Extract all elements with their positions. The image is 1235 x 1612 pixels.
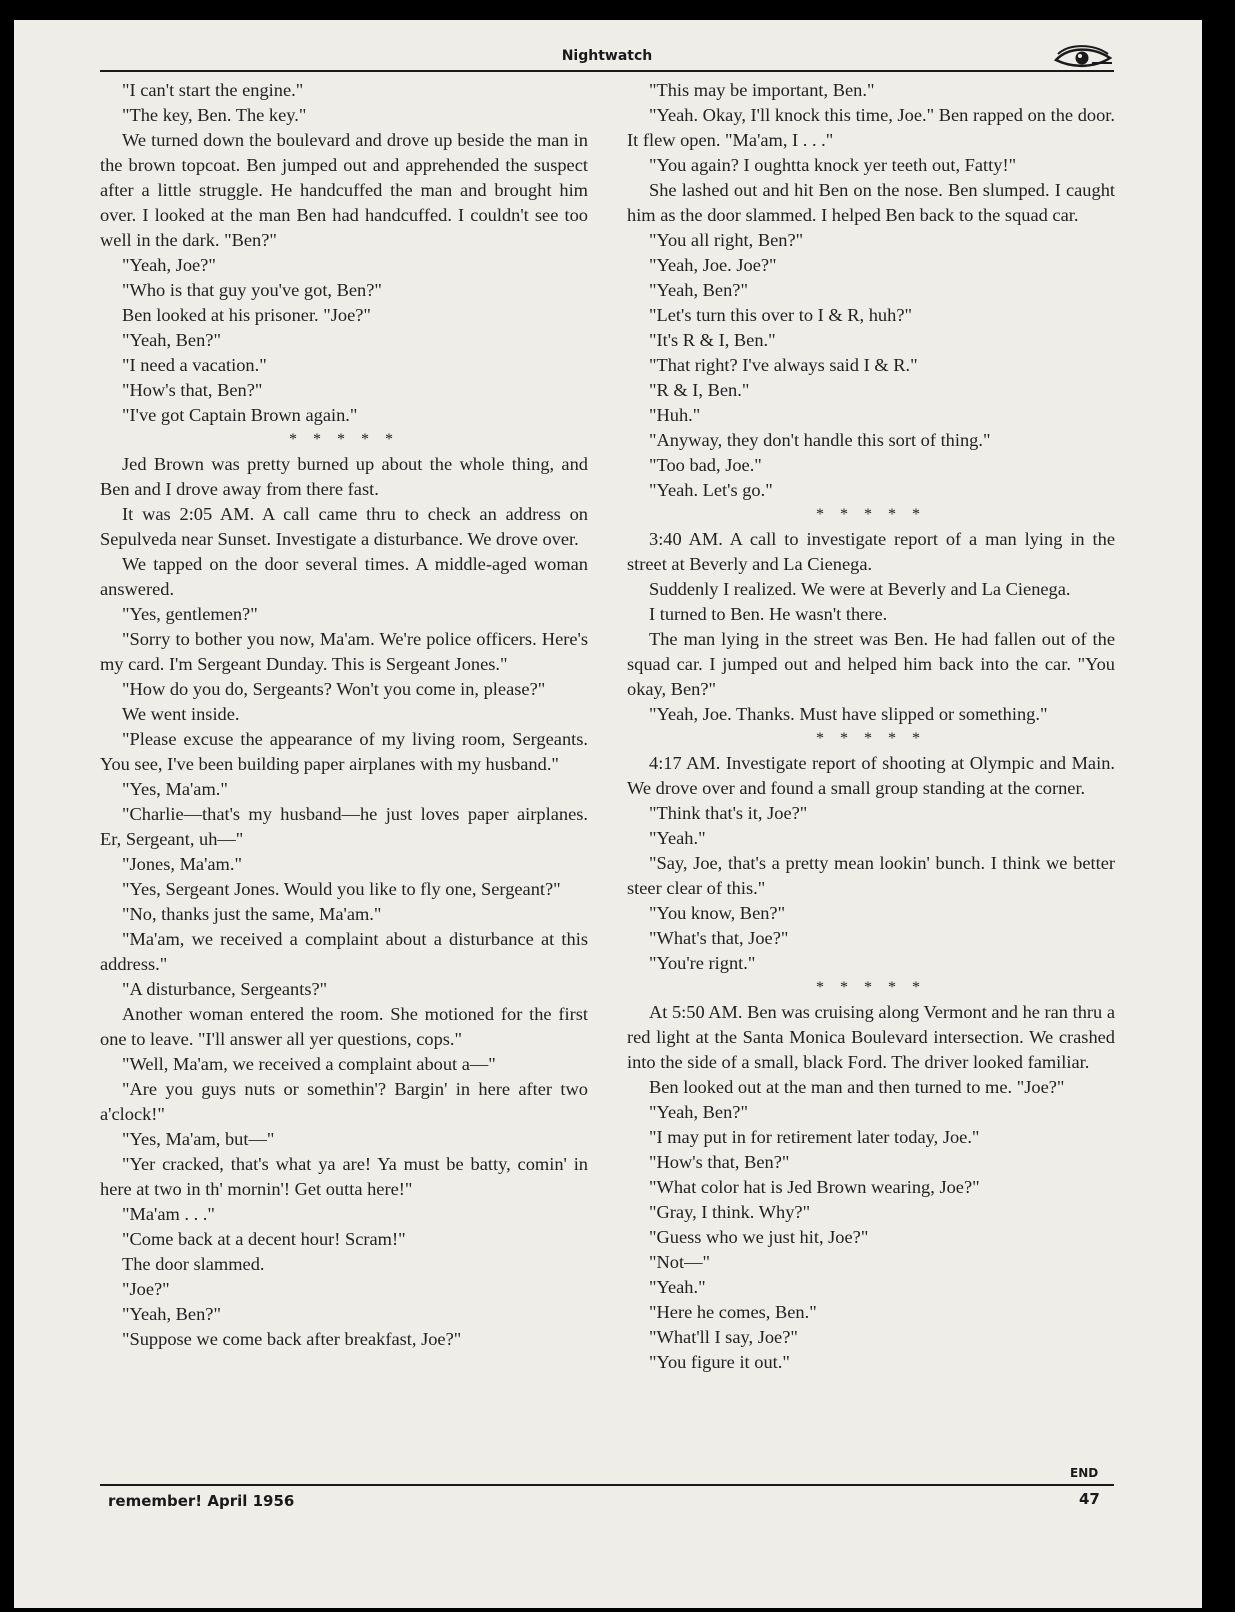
paragraph: "You know, Ben?" bbox=[649, 903, 786, 923]
paragraph: "Here he comes, Ben." bbox=[649, 1302, 817, 1322]
paragraph: "Yeah. Okay, I'll knock this time, Joe." Ben rapped on the door. It flew open. "Ma'am, I . . ." bbox=[627, 105, 1115, 150]
section-break: * * * * * bbox=[289, 431, 399, 448]
paragraph: "Yeah, Joe?" bbox=[122, 255, 216, 275]
paragraph: At 5:50 AM. Ben was cruising along Vermont and he ran thru a red light at the Santa Monica Boulevard intersection. We crashed into the side of a small, black Ford. The driver looked familiar. bbox=[627, 1002, 1115, 1072]
paragraph: "You're rignt." bbox=[649, 953, 756, 973]
paragraph: The man lying in the street was Ben. He had fallen out of the squad car. I jumped out and helped him back into the car. "You okay, Ben?" bbox=[627, 629, 1115, 699]
end-mark: END bbox=[1070, 1466, 1099, 1480]
paragraph: "Yeah, Ben?" bbox=[122, 1304, 221, 1324]
paragraph: "You figure it out." bbox=[649, 1352, 790, 1372]
paragraph: "Yes, Ma'am, but—" bbox=[122, 1129, 275, 1149]
section-break: * * * * * bbox=[816, 506, 926, 523]
paragraph: "Yes, Ma'am." bbox=[122, 779, 228, 799]
paragraph: "You all right, Ben?" bbox=[649, 230, 804, 250]
paragraph: We tapped on the door several times. A middle-aged woman answered. bbox=[100, 554, 588, 599]
paragraph: Ben looked at his prisoner. "Joe?" bbox=[122, 305, 371, 325]
paragraph: "A disturbance, Sergeants?" bbox=[122, 979, 328, 999]
paragraph: "Let's turn this over to I & R, huh?" bbox=[649, 305, 912, 325]
paragraph: "It's R & I, Ben." bbox=[649, 330, 776, 350]
paragraph: "Jones, Ma'am." bbox=[122, 854, 242, 874]
paragraph: "No, thanks just the same, Ma'am." bbox=[122, 904, 382, 924]
paragraph: We went inside. bbox=[122, 704, 240, 724]
paragraph: "Gray, I think. Why?" bbox=[649, 1202, 811, 1222]
paragraph: "Yeah, Ben?" bbox=[649, 280, 748, 300]
paragraph: "Yer cracked, that's what ya are! Ya must be batty, comin' in here at two in th' mornin'! Get outta here!" bbox=[100, 1154, 588, 1199]
paragraph: "Yeah." bbox=[649, 1277, 706, 1297]
running-title: Nightwatch bbox=[561, 48, 653, 64]
paragraph: "I need a vacation." bbox=[122, 355, 267, 375]
footer-rule bbox=[100, 1484, 1114, 1486]
paragraph: "Sorry to bother you now, Ma'am. We're police officers. Here's my card. I'm Sergeant Dunday. This is Sergeant Jones." bbox=[100, 629, 588, 674]
paragraph: "The key, Ben. The key." bbox=[122, 105, 307, 125]
paragraph: "Anyway, they don't handle this sort of thing." bbox=[649, 430, 991, 450]
paragraph: "Yeah, Ben?" bbox=[122, 330, 221, 350]
paragraph: "Yeah. Let's go." bbox=[649, 480, 773, 500]
paragraph: "Yeah, Ben?" bbox=[649, 1102, 748, 1122]
paragraph: "You again? I oughtta knock yer teeth out, Fatty!" bbox=[649, 155, 1017, 175]
paragraph: 3:40 AM. A call to investigate report of a man lying in the street at Beverly and La Cienega. bbox=[627, 529, 1115, 574]
paragraph: "How's that, Ben?" bbox=[122, 380, 263, 400]
paragraph: "Well, Ma'am, we received a complaint about a—" bbox=[122, 1054, 496, 1074]
paragraph: "Yes, Sergeant Jones. Would you like to fly one, Sergeant?" bbox=[122, 879, 561, 899]
header-rule bbox=[100, 70, 1114, 72]
page-header bbox=[100, 44, 1114, 76]
eye-icon bbox=[1052, 44, 1114, 70]
paragraph: Ben looked out at the man and then turned to me. "Joe?" bbox=[649, 1077, 1065, 1097]
section-break: * * * * * bbox=[816, 979, 926, 996]
paragraph: It was 2:05 AM. A call came thru to check an address on Sepulveda near Sunset. Investigate a disturbance. We drove over. bbox=[100, 504, 588, 549]
paragraph: She lashed out and hit Ben on the nose. Ben slumped. I caught him as the door slammed. I helped Ben back to the squad car. bbox=[627, 180, 1115, 225]
paragraph: Suddenly I realized. We were at Beverly and La Cienega. bbox=[649, 579, 1071, 599]
paragraph: We turned down the boulevard and drove up beside the man in the brown topcoat. Ben jumped out and apprehended the suspect after a little struggle. He handcuffed the man and brought him over. I looked at the man Ben had handcuffed. I couldn't see too well in the dark. "Ben?" bbox=[100, 130, 588, 250]
paragraph: The door slammed. bbox=[122, 1254, 265, 1274]
paragraph: "I've got Captain Brown again." bbox=[122, 405, 358, 425]
paragraph: "Ma'am, we received a complaint about a disturbance at this address." bbox=[100, 929, 588, 974]
left-column bbox=[100, 78, 588, 1352]
paragraph: "What's that, Joe?" bbox=[649, 928, 789, 948]
paragraph: "Yeah." bbox=[649, 828, 706, 848]
section-break: * * * * * bbox=[816, 730, 926, 747]
paragraph: "This may be important, Ben." bbox=[649, 80, 875, 100]
paragraph: "Not—" bbox=[649, 1252, 710, 1272]
paragraph: "That right? I've always said I & R." bbox=[649, 355, 918, 375]
paragraph: "I may put in for retirement later today, Joe." bbox=[649, 1127, 980, 1147]
paragraph: "Yeah, Joe. Thanks. Must have slipped or something." bbox=[649, 704, 1048, 724]
paragraph: "Please excuse the appearance of my living room, Sergeants. You see, I've been building paper airplanes with my husband." bbox=[100, 729, 588, 774]
paragraph: "R & I, Ben." bbox=[649, 380, 750, 400]
paragraph: "Joe?" bbox=[122, 1279, 170, 1299]
paragraph: "Ma'am . . ." bbox=[122, 1204, 215, 1224]
page-number: 47 bbox=[1079, 1490, 1100, 1508]
publication-footer: remember! April 1956 bbox=[108, 1492, 295, 1510]
paragraph: "How's that, Ben?" bbox=[649, 1152, 790, 1172]
paragraph: "How do you do, Sergeants? Won't you come in, please?" bbox=[122, 679, 546, 699]
paragraph: "I can't start the engine." bbox=[122, 80, 304, 100]
paragraph: "What color hat is Jed Brown wearing, Joe?" bbox=[649, 1177, 980, 1197]
paragraph: "Huh." bbox=[649, 405, 701, 425]
paragraph: "Suppose we come back after breakfast, Joe?" bbox=[122, 1329, 462, 1349]
paragraph: 4:17 AM. Investigate report of shooting at Olympic and Main. We drove over and found a small group standing at the corner. bbox=[627, 753, 1115, 798]
paragraph: "Think that's it, Joe?" bbox=[649, 803, 808, 823]
paragraph: "Say, Joe, that's a pretty mean lookin' bunch. I think we better steer clear of this." bbox=[627, 853, 1115, 898]
paragraph: "What'll I say, Joe?" bbox=[649, 1327, 798, 1347]
paragraph: "Yeah, Joe. Joe?" bbox=[649, 255, 777, 275]
right-column bbox=[627, 78, 1115, 1375]
paragraph: "Yes, gentlemen?" bbox=[122, 604, 258, 624]
paragraph: "Guess who we just hit, Joe?" bbox=[649, 1227, 869, 1247]
paragraph: "Charlie—that's my husband—he just loves paper airplanes. Er, Sergeant, uh—" bbox=[100, 804, 588, 849]
paragraph: I turned to Ben. He wasn't there. bbox=[649, 604, 888, 624]
paragraph: "Who is that guy you've got, Ben?" bbox=[122, 280, 382, 300]
paragraph: "Too bad, Joe." bbox=[649, 455, 762, 475]
magazine-page bbox=[14, 20, 1202, 1608]
paragraph: "Are you guys nuts or somethin'? Bargin' in here after two a'clock!" bbox=[100, 1079, 588, 1124]
paragraph: Another woman entered the room. She motioned for the first one to leave. "I'll answer all yer questions, cops." bbox=[100, 1004, 588, 1049]
paragraph: "Come back at a decent hour! Scram!" bbox=[122, 1229, 406, 1249]
paragraph: Jed Brown was pretty burned up about the whole thing, and Ben and I drove away from there fast. bbox=[100, 454, 588, 499]
